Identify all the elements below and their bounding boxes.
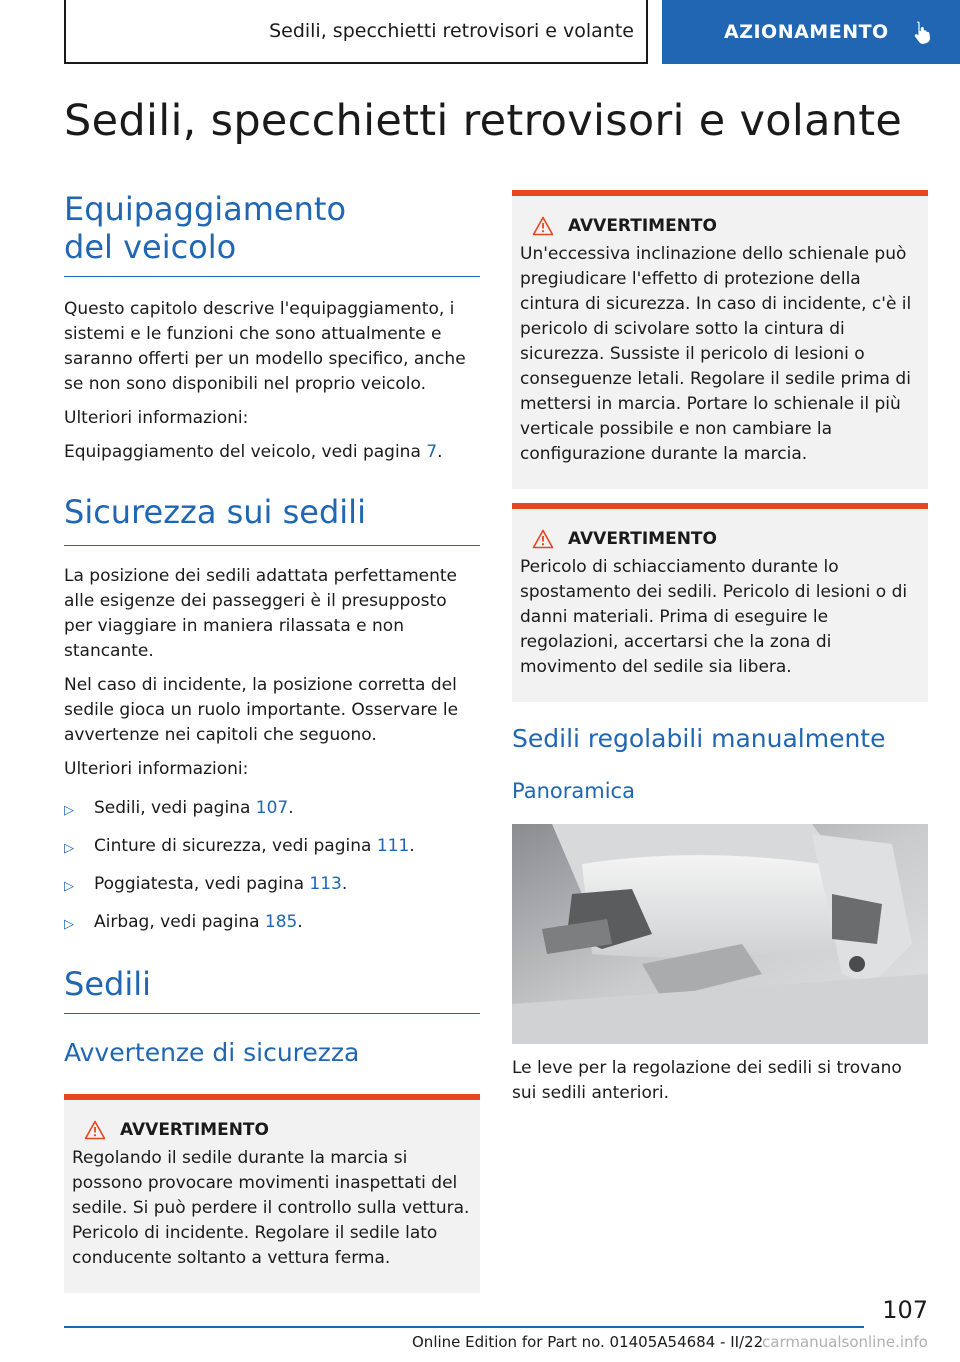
- warning-triangle-icon: [84, 1120, 106, 1140]
- left-column: [64, 190, 480, 1293]
- safety-paragraph-2: Nel caso di incidente, la posizione corretta del sedile gioca un ruolo importante. Osservare le avvertenze nei capitoli che seguono.: [64, 674, 459, 745]
- warning-text: Regolando il sedile durante la marcia si possono provocare movimenti inaspettati del sedile. Si può perdere il controllo sulla vettura. Pericolo di incidente. Regolare il sedile lato conducente soltanto a vettura ferma.: [72, 1147, 470, 1268]
- equip-paragraph: Questo capitolo descrive l'equipaggiamento, i sistemi e le funzioni che sono attualmente e saranno offerti per un modello specifico, anche se non sono disponibili nel proprio veicolo.: [64, 298, 466, 394]
- heading-seat-safety: Sicurezza sui sedili: [64, 493, 480, 546]
- heading-seats: Sedili: [64, 965, 480, 1014]
- page-link-7[interactable]: 7: [426, 441, 438, 462]
- equip-reference: Equipaggiamento del veicolo, vedi pagina 7.: [64, 441, 443, 462]
- list-item: ▷ Poggiatesta, vedi pagina 113.: [64, 872, 480, 899]
- warning-title: AVVERTIMENTO: [120, 1119, 269, 1140]
- heading-manual-seats: Sedili regolabili manualmente: [512, 724, 886, 753]
- page-link[interactable]: 111: [376, 835, 410, 856]
- right-column: [512, 190, 928, 1106]
- page-link[interactable]: 185: [264, 911, 298, 932]
- chapter-label: AZIONAMENTO: [724, 21, 889, 43]
- warning-title: AVVERTIMENTO: [568, 529, 717, 549]
- warning-box: [512, 503, 928, 702]
- triangle-bullet-icon: ▷: [64, 840, 74, 856]
- hand-pointer-icon: [911, 20, 933, 44]
- edition-note: Online Edition for Part no. 01405A54684 - II/22: [412, 1333, 764, 1351]
- list-item: ▷ Airbag, vedi pagina 185.: [64, 910, 480, 937]
- warning-triangle-icon: [532, 529, 554, 549]
- warning-text: Un'eccessiva inclinazione dello schienale può pregiudicare l'effetto di protezione della cintura di sicurezza. In caso di incidente, c'è il pericolo di scivolare sotto la cintura di sicurezza. Sussiste il pericolo di lesioni o conseguenze letali. Regolare il sedile prima di mettersi in marcia. Portare lo schienale il più verticale possibile e non cambiare la configurazione durante la marcia.: [520, 244, 912, 464]
- page-link[interactable]: 113: [309, 873, 342, 894]
- image-caption: Le leve per la regolazione dei sedili si trovano sui sedili anteriori.: [512, 1058, 902, 1103]
- warning-text: Pericolo di schiacciamento durante lo spostamento dei sedili. Pericolo di lesioni o di danni materiali. Prima di eseguire le regolazioni, accertarsi che la zona di movimento del sedile sia libera.: [520, 557, 908, 677]
- footer-rule: [64, 1326, 864, 1328]
- reference-list: [64, 796, 480, 937]
- watermark: carmanualsonline.info: [762, 1333, 928, 1351]
- page-title: Sedili, specchietti retrovisori e volante: [64, 96, 903, 146]
- heading-equipment: Equipaggiamento del veicolo: [64, 190, 394, 277]
- heading-safety-notes: Avvertenze di sicurezza: [64, 1037, 360, 1067]
- triangle-bullet-icon: ▷: [64, 878, 74, 894]
- safety-more-info: Ulteriori informazioni:: [64, 758, 249, 779]
- page-number: 107: [882, 1296, 928, 1324]
- warning-box: [64, 1094, 480, 1293]
- heading-overview: Panoramica: [512, 779, 635, 803]
- list-item: ▷ Cinture di sicurezza, vedi pagina 111.: [64, 834, 480, 861]
- safety-paragraph-1: La posizione dei sedili adattata perfettamente alle esigenze dei passeggeri è il presupposto per viaggiare in maniera rilassata e non stancante.: [64, 565, 458, 661]
- equip-more-info: Ulteriori informazioni:: [64, 407, 249, 428]
- seat-adjustment-photo: [512, 824, 928, 1044]
- warning-triangle-icon: [532, 216, 554, 236]
- header-section-title: Sedili, specchietti retrovisori e volante: [64, 0, 648, 64]
- triangle-bullet-icon: ▷: [64, 802, 74, 818]
- triangle-bullet-icon: ▷: [64, 916, 74, 932]
- header-chapter-tab: [662, 0, 960, 64]
- warning-title: AVVERTIMENTO: [568, 216, 717, 236]
- warning-box: [512, 190, 928, 489]
- page-link[interactable]: 107: [255, 797, 289, 818]
- list-item: ▷ Sedili, vedi pagina 107.: [64, 796, 480, 823]
